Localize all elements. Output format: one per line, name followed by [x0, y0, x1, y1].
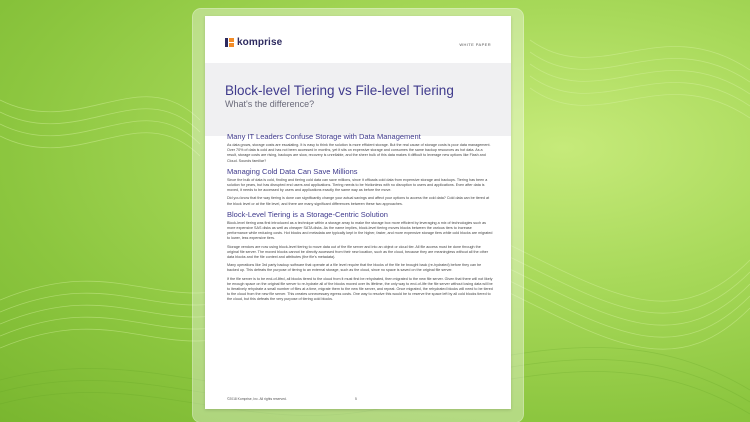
section-heading: Block-Level Tiering is a Storage-Centric Solution — [227, 209, 388, 219]
document-page — [205, 16, 511, 409]
paragraph: Storage vendors are now using block-level tiering to move data out of the file server and into an object or cloud tier. All file access must be done through the original file server. The moved blocks cannot be directly accessed from their new location, such as the cloud, because they are meaningless without all the other data blocks and the file context and attributes (the file's metadata). — [227, 244, 489, 260]
document-subtitle: What's the difference? — [225, 99, 315, 109]
brand-logo-icon — [225, 38, 234, 47]
paragraph: Did you know that the way tiering is done can significantly change your actual savings and affect your options to access the cold data? Cold data can be tiered at the block level or at the file level, and there are many significant differences between these two approaches. — [227, 196, 490, 206]
doc-type-label: WHITE PAPER — [459, 42, 491, 47]
document-title: Block-level Tiering vs File-level Tiering — [225, 83, 454, 98]
section-heading: Managing Cold Data Can Save Millions — [227, 166, 358, 176]
paragraph: If the file server is to be end-of-lifed, all blocks tiered to the cloud from it must first be rehydrated, then migrated to the new file server. Given that there will not likely be enough space on the original file server to re-hydrate all of the blocks moved over its lifetime, the only way to end-of-life the file server without losing data will be to iteratively rehydrate a small number of files at a time, migrate them to the new file server, and repeat. Once migrated, the rehydrated blocks will need to be tiered to the cloud from the new file server. This creates unnecessary egress costs. One way to resolve this would be to reserve the space left by all cold blocks tiered to the cloud, but this defeats the very purpose of tiering cold blocks. — [227, 276, 493, 302]
section-heading: Many IT Leaders Confuse Storage with Data Management — [227, 132, 421, 141]
page-header — [205, 16, 511, 63]
page-number: 5 — [355, 397, 357, 401]
paragraph: Since the bulk of data is cold, finding and tiering cold data can save millions, since it offloads cold data from expensive storage and backups. Tiering has been a solution for years, but has disrupted end users and applications. Tiering needs to be frictionless with no disruption to users and applications. Even after data is moved, it needs to be accessed by users and applications exactly the same way as before the move. — [227, 177, 488, 193]
brand-logo — [225, 37, 282, 48]
paragraph: As data grows, storage costs are escalating. It is easy to think the solution is more efficient storage. But the real cause of storage costs is poor data management. Over 70% of data is cold and has not been accessed in months, yet it sits on expensive storage and consumes the same backup resources as hot data. As a result, storage costs are rising, backups are slow, recovery is unreliable, and the sheer bulk of this data makes it difficult to leverage new options like Flash and Cloud. Sounds familiar? — [227, 143, 491, 163]
copyright-text: ©2018 Komprise, Inc. All rights reserved. — [227, 397, 287, 401]
document-body — [227, 132, 493, 306]
brand-name: komprise — [237, 37, 283, 48]
paragraph: Block-level tiering was first introduced as a technique within a storage array to make the storage box more efficient by leveraging a mix of technologies such as more expensive SAS disks as well as cheaper SATA disks. As the name implies, block-level tiering moves blocks between the various tiers to increase performance while reducing costs. Hot blocks and metadata are typically kept in the higher, faster, and more expensive storage tiers while cold blocks are migrated to lower, less expensive tiers. — [227, 220, 493, 241]
paragraph: Many operations like 3rd party backup software that operate at a file level require that the blocks of the file be brought back (re-hydrated) before they can be backed up. This defeats the purpose of tiering to an external storage, such as the cloud, since no space is saved on the original file server. — [227, 263, 482, 273]
page-footer — [227, 397, 493, 401]
